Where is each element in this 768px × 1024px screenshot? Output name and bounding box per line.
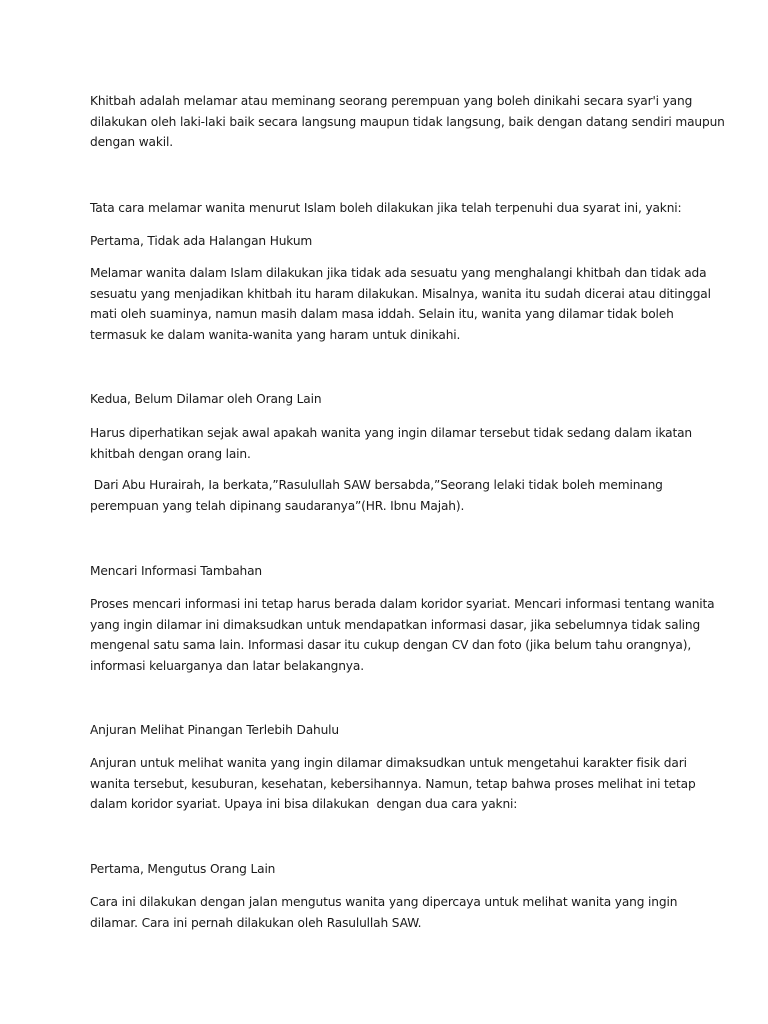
paragraph-melihat-pinangan xyxy=(90,753,696,815)
paragraph-belum-dilamar xyxy=(90,423,690,464)
paragraph-tata-cara xyxy=(90,198,690,219)
text-line: dilamar. Cara ini pernah dilakukan oleh Rasulullah SAW. xyxy=(90,915,422,930)
section-heading-melihat-pinangan xyxy=(90,720,690,741)
text-line: Pertama, Tidak ada Halangan Hukum xyxy=(90,234,313,248)
text-line: wanita tersebut, kesuburan, kesehatan, kebersihannya. Namun, tetap bahwa proses melihat ini tetap xyxy=(90,776,696,791)
text-line: Anjuran untuk melihat wanita yang ingin dilamar dimaksudkan untuk mengetahui karakter fisik dari xyxy=(90,756,687,770)
text-line: informasi keluarganya dan latar belakangnya. xyxy=(90,658,364,673)
text-line: dalam koridor syariat. Upaya ini bisa dilakukan dengan dua cara yakni: xyxy=(90,797,518,811)
text-line: Mencari Informasi Tambahan xyxy=(90,564,262,578)
text-line: Anjuran Melihat Pinangan Terlebih Dahulu xyxy=(90,723,339,737)
section-heading-halangan-hukum xyxy=(90,231,690,252)
text-line: khitbah dengan orang lain. xyxy=(90,446,251,461)
section-heading-informasi-tambahan xyxy=(90,561,690,582)
text-line: yang ingin dilamar ini dimaksudkan untuk mendapatkan informasi dasar, jika sebelumnya tidak saling xyxy=(90,617,701,632)
text-line: Cara ini dilakukan dengan jalan mengutus wanita yang dipercaya untuk melihat wanita yang ingin xyxy=(90,895,678,909)
text-line: dilakukan oleh laki-laki baik secara langsung maupun tidak langsung, baik dengan datang sendiri maupun xyxy=(90,114,725,129)
text-line: Tata cara melamar wanita menurut Islam boleh dilakukan jika telah terpenuhi dua syarat ini, yakni: xyxy=(90,201,682,215)
text-line: Pertama, Mengutus Orang Lain xyxy=(90,862,276,876)
text-line: termasuk ke dalam wanita-wanita yang haram untuk dinikahi. xyxy=(90,327,461,342)
section-heading-belum-dilamar xyxy=(90,389,690,410)
text-line: mengenal satu sama lain. Informasi dasar itu cukup dengan CV dan foto (jika belum tahu orangnya), xyxy=(90,638,692,652)
text-line: Khitbah adalah melamar atau meminang seorang perempuan yang boleh dinikahi secara syar'i yang xyxy=(90,94,693,108)
section-heading-mengutus-orang-lain xyxy=(90,859,690,880)
paragraph-informasi-tambahan xyxy=(90,594,715,676)
text-line: Melamar wanita dalam Islam dilakukan jika tidak ada sesuatu yang menghalangi khitbah dan tidak ada xyxy=(90,266,707,280)
text-line: dengan wakil. xyxy=(90,135,173,149)
text-line: Proses mencari informasi ini tetap harus berada dalam koridor syariat. Mencari informasi tentang wanita xyxy=(90,597,715,611)
text-line: sesuatu yang menjadikan khitbah itu haram dilakukan. Misalnya, wanita itu sudah dicerai atau ditinggal xyxy=(90,286,711,301)
text-line: perempuan yang telah dipinang saudaranya”(HR. Ibnu Majah). xyxy=(90,498,465,513)
paragraph-khitbah-definition xyxy=(90,91,725,153)
text-line: Kedua, Belum Dilamar oleh Orang Lain xyxy=(90,392,322,406)
text-line: mati oleh suaminya, namun masih dalam masa iddah. Selain itu, wanita yang dilamar tidak boleh xyxy=(90,307,674,321)
text-line: Dari Abu Hurairah, Ia berkata,”Rasulullah SAW bersabda,”Seorang lelaki tidak boleh meminang xyxy=(90,478,663,492)
text-line: Harus diperhatikan sejak awal apakah wanita yang ingin dilamar tersebut tidak sedang dalam ikatan xyxy=(90,426,692,440)
paragraph-halangan-hukum xyxy=(90,263,711,345)
paragraph-hadith-quote xyxy=(90,475,690,516)
paragraph-mengutus-orang-lain xyxy=(90,892,690,933)
